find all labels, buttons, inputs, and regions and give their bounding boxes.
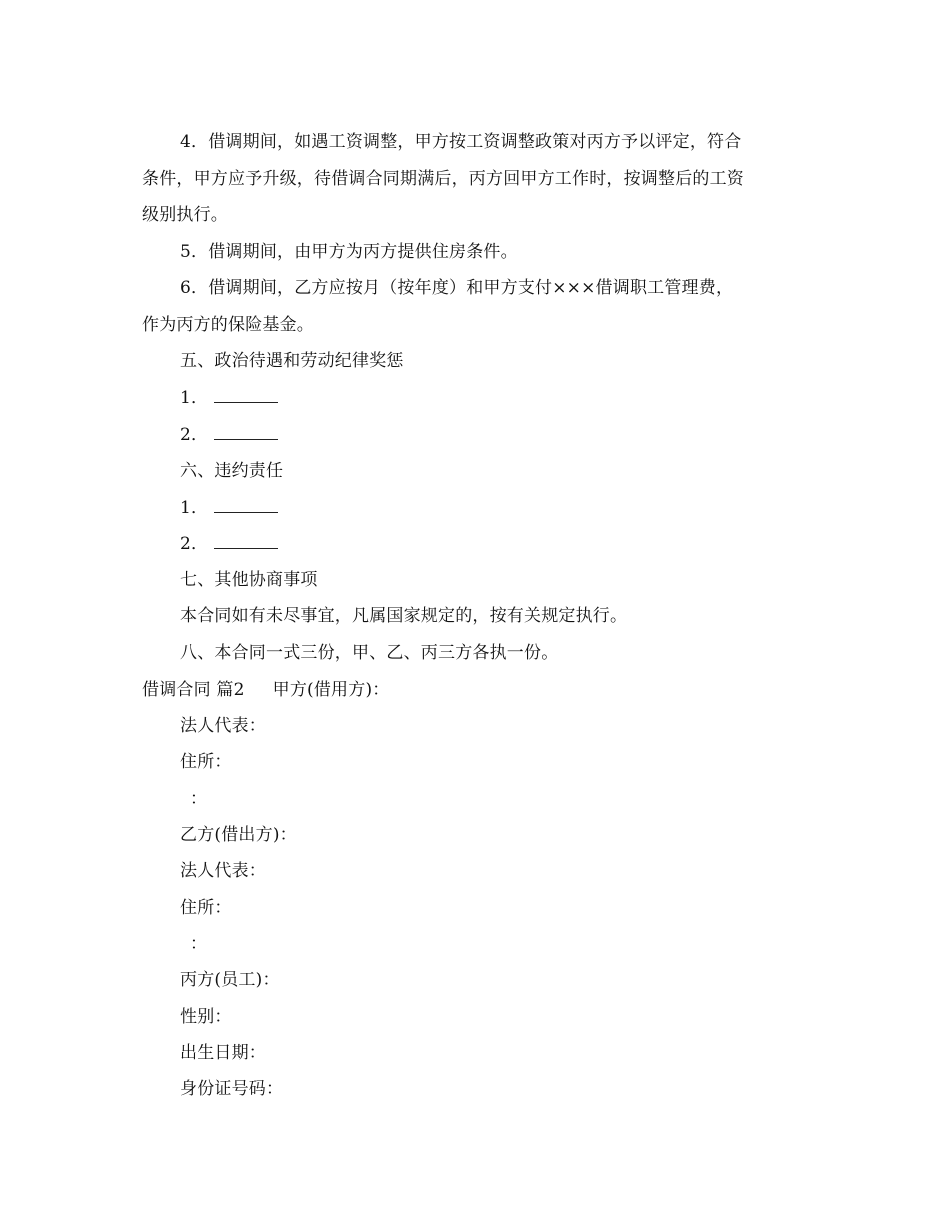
party-b-address: 住所： [180,898,232,918]
party-c-birth-date: 出生日期： [180,1043,266,1063]
party-c-gender: 性别： [180,1007,232,1027]
contract-2-title-line [142,679,390,701]
item-number: 2． [180,425,209,445]
paragraph-5: 5．借调期间，由甲方为丙方提供住房条件。 [180,242,518,262]
party-c-id-number: 身份证号码： [180,1079,284,1099]
paragraph-4-line-2: 条件，甲方应予升级，待借调合同期满后，丙方回甲方工作时，按调整后的工资 [142,169,744,189]
party-b-representative: 法人代表： [180,861,266,881]
party-a-address: 住所： [180,752,232,772]
fill-in-blank [214,533,278,549]
party-b-colon: ： [190,934,208,954]
section-5-heading: 五、政治待遇和劳动纪律奖惩 [180,351,404,371]
section-6-item-1 [180,497,278,519]
section-5-item-2 [180,424,278,446]
fill-in-blank [214,424,278,440]
section-5-item-1 [180,387,278,409]
party-a-label: 甲方(借用方)： [272,680,390,700]
section-6-heading: 六、违约责任 [180,461,284,481]
item-number: 1． [180,498,209,518]
paragraph-6-line-1: 6．借调期间，乙方应按月（按年度）和甲方支付×××借调职工管理费， [180,278,734,298]
section-8-heading: 八、本合同一式三份，甲、乙、丙三方各执一份。 [180,643,559,663]
item-number: 2． [180,534,209,554]
party-a-representative: 法人代表： [180,716,266,736]
item-number: 1． [180,388,209,408]
paragraph-4-line-1: 4．借调期间，如遇工资调整，甲方按工资调整政策对丙方予以评定，符合 [180,132,742,152]
fill-in-blank [214,497,278,513]
paragraph-4-line-3: 级别执行。 [142,205,228,225]
section-7-heading: 七、其他协商事项 [180,570,318,590]
paragraph-6-line-2: 作为丙方的保险基金。 [142,315,314,335]
section-7-text: 本合同如有未尽事宜，凡属国家规定的，按有关规定执行。 [180,606,628,626]
party-c-label: 丙方(员工)： [180,970,280,990]
section-6-item-2 [180,533,278,555]
party-a-colon: ： [190,789,208,809]
contract-2-title: 借调合同 篇2 [142,680,245,700]
fill-in-blank [214,387,278,403]
party-b-label: 乙方(借出方)： [180,825,297,845]
